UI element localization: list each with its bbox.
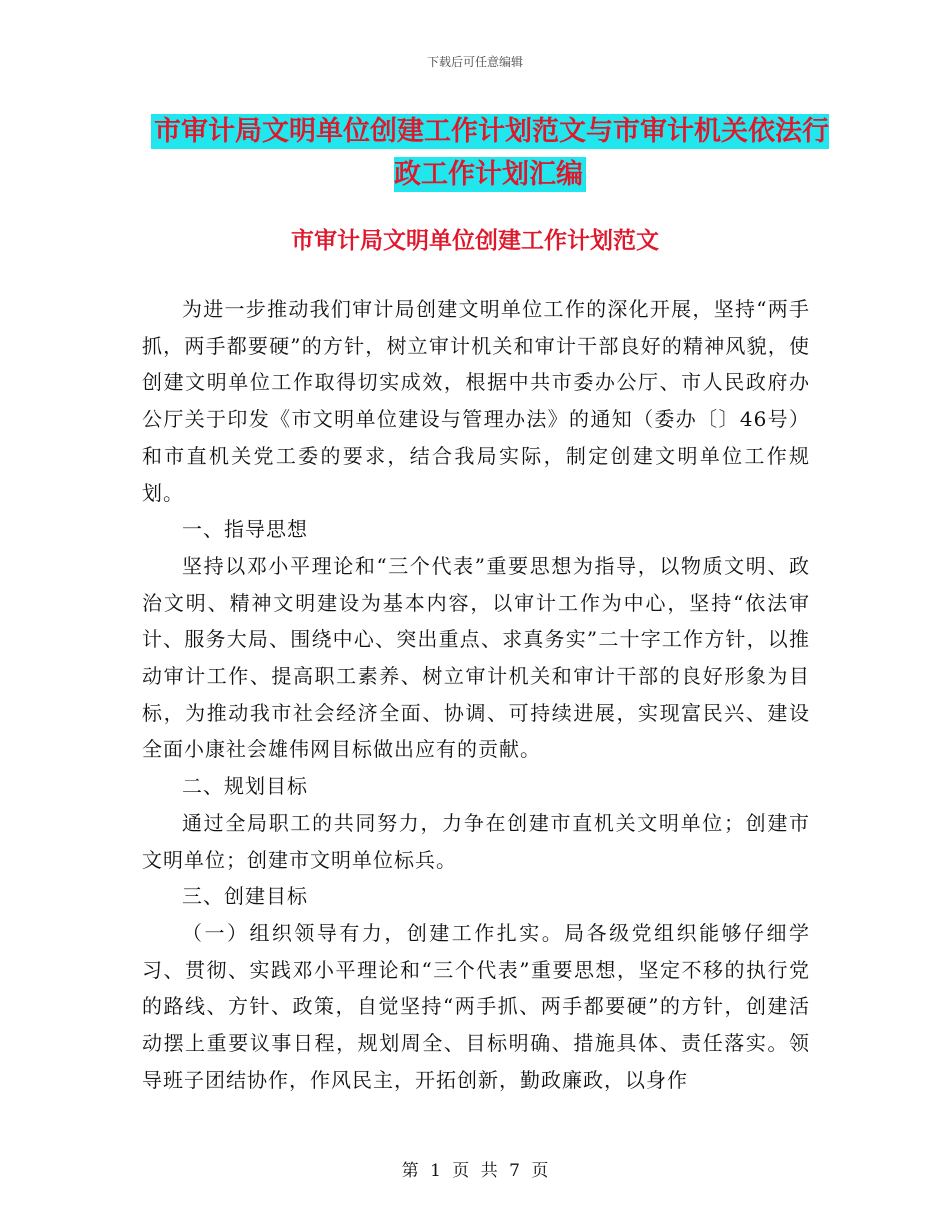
heading-guiding-ideology: 一、指导思想	[182, 517, 308, 542]
heading-creation-goals: 三、创建目标	[182, 884, 308, 909]
paragraph-intro: 为进一步推动我们审计局创建文明单位工作的深化开展，坚持“两手抓，两手都要硬”的方针，树立审计机关和审计干部良好的精神风貌，使创建文明单位工作取得切实成效，根据中共市委办公厅、市人民政府办公厅关于印发《市文明单位建设与管理办法》的通知（委办〔〕46号）和市直机关党工委的要求，结合我局实际，制定创建文明单位工作规划。	[142, 297, 810, 505]
heading-planning-goals: 二、规划目标	[182, 774, 308, 799]
document-title-text: 市审计局文明单位创建工作计划范文与市审计机关依法行政工作计划汇编	[151, 114, 829, 192]
paragraph-planning-goals: 通过全局职工的共同努力，力争在创建市直机关文明单位；创建市文明单位；创建市文明单位标兵。	[142, 810, 810, 872]
document-body	[142, 291, 810, 1098]
document-title	[140, 110, 840, 196]
header-note: 下载后可任意编辑	[426, 55, 523, 69]
section-title: 市审计局文明单位创建工作计划范文	[291, 227, 659, 254]
page-number-footer: 第 1 页 共 7 页	[401, 1161, 549, 1181]
paragraph-guiding-ideology: 坚持以邓小平理论和“三个代表”重要思想为指导，以物质文明、政治文明、精神文明建设为基本内容，以审计工作为中心，坚持“依法审计、服务大局、围绕中心、突出重点、求真务实”二十字工作方针，以推动审计工作、提高职工素养、树立审计机关和审计干部的良好形象为目标，为推动我市社会经济全面、协调、可持续进展，实现富民兴、建设全面小康社会雄伟网目标做出应有的贡献。	[142, 553, 810, 762]
paragraph-creation-goals: （一）组织领导有力，创建工作扎实。局各级党组织能够仔细学习、贯彻、实践邓小平理论和“三个代表”重要思想，坚定不移的执行党的路线、方针、政策，自觉坚持“两手抓、两手都要硬”的方针，创建活动摆上重要议事日程，规划周全、目标明确、措施具体、责任落实。领导班子团结协作，作风民主，开拓创新，勤政廉政，以身作	[142, 920, 810, 1092]
